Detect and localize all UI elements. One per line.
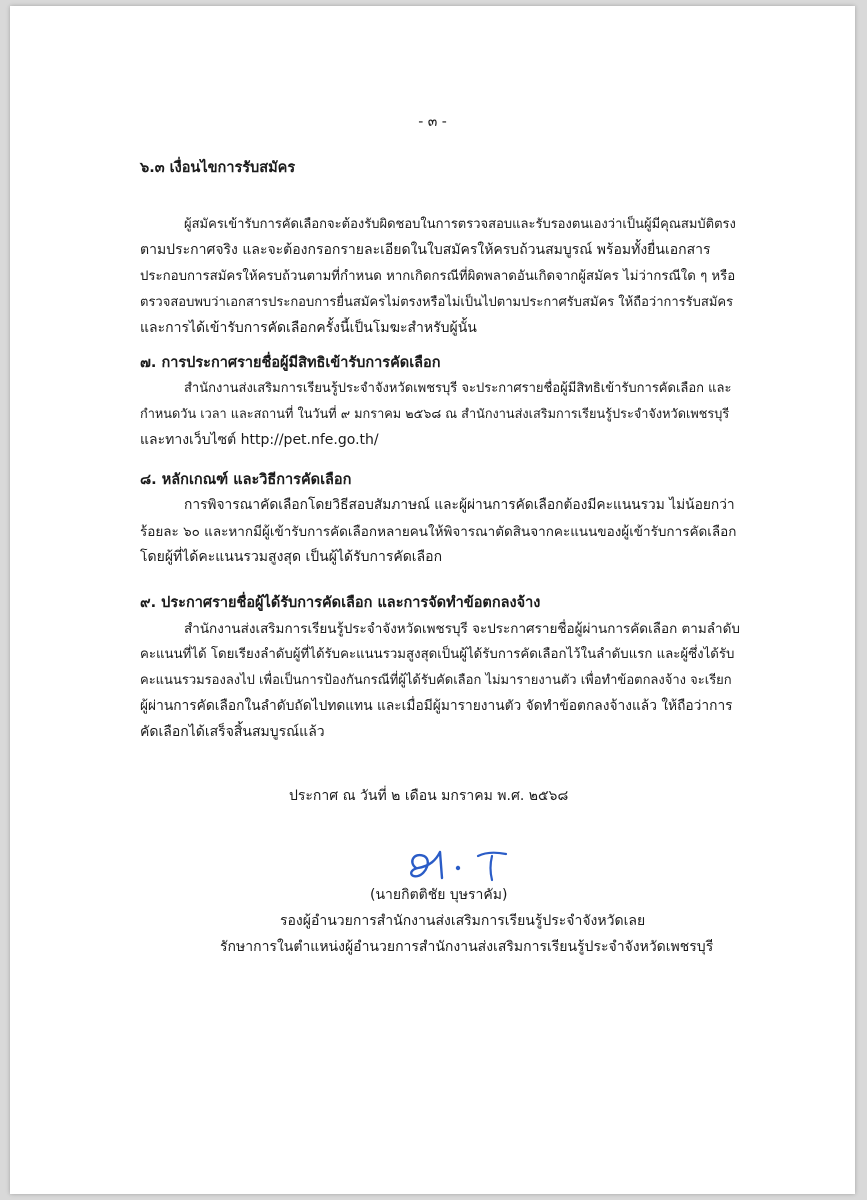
- paragraph-line: สำนักงานส่งเสริมการเรียนรู้ประจำจังหวัดเพชรบุรี จะประกาศรายชื่อผู้ผ่านการคัดเลือก ตามลำดับ: [184, 621, 740, 637]
- signer-name: (นายกิตติชัย บุษราคัม): [370, 887, 508, 903]
- paragraph-line: โดยผู้ที่ได้คะแนนรวมสูงสุด เป็นผู้ได้รับการคัดเลือก: [140, 549, 443, 565]
- paragraph-line: ผู้สมัครเข้ารับการคัดเลือกจะต้องรับผิดชอบในการตรวจสอบและรับรองตนเองว่าเป็นผู้มีคุณสมบัติตรง: [184, 217, 736, 232]
- paragraph-line: ร้อยละ ๖๐ และหากมีผู้เข้ารับการคัดเลือกหลายคนให้พิจารณาตัดสินจากคะแนนของผู้เข้ารับการคัดเลือก: [140, 524, 737, 540]
- paragraph-line: และการได้เข้ารับการคัดเลือกครั้งนี้เป็นโมฆะสำหรับผู้นั้น: [140, 320, 477, 336]
- paragraph-line: คัดเลือกได้เสร็จสิ้นสมบูรณ์แล้ว: [140, 724, 325, 740]
- page-number: - ๓ -: [418, 114, 447, 130]
- paragraph-line: ประกอบการสมัครให้ครบถ้วนตามที่กำหนด หากเกิดกรณีที่ผิดพลาดอันเกิดจากผู้สมัคร ไม่ว่ากรณีใด ๆ หรือ: [140, 269, 736, 284]
- paragraph-line: กำหนดวัน เวลา และสถานที่ ในวันที่ ๙ มกราคม ๒๕๖๘ ณ สำนักงานส่งเสริมการเรียนรู้ประจำจังหวัดเพชรบุรี: [140, 407, 730, 422]
- paragraph-line: ตามประกาศจริง และจะต้องกรอกรายละเอียดในใบสมัครให้ครบถ้วนสมบูรณ์ พร้อมทั้งยื่นเอกสาร: [140, 242, 711, 258]
- paragraph-line: คะแนนรวมรองลงไป เพื่อเป็นการป้องกันกรณีที่ผู้ได้รับคัดเลือก ไม่มารายงานตัว เพื่อทำข้อตกลงจ้าง จะเรียก: [140, 673, 732, 688]
- paragraph-line: ผู้ผ่านการคัดเลือกในลำดับถัดไปทดแทน และเมื่อมีผู้มารายงานตัว จัดทำข้อตกลงจ้างแล้ว ให้ถือว่าการ: [140, 698, 733, 714]
- section-heading-6-3: ๖.๓ เงื่อนไขการรับสมัคร: [140, 160, 296, 176]
- paragraph-line: การพิจารณาคัดเลือกโดยวิธีสอบสัมภาษณ์ และผู้ผ่านการคัดเลือกต้องมีคะแนนรวม ไม่น้อยกว่า: [184, 497, 735, 513]
- paragraph-line: คะแนนที่ได้ โดยเรียงลำดับผู้ที่ได้รับคะแนนรวมสูงสุดเป็นผู้ได้รับการคัดเลือกไว้ในลำดับแรก และผู้ซึ่งได้รับ: [140, 647, 735, 662]
- paragraph-line: และทางเว็บไซต์ http://pet.nfe.go.th/: [140, 432, 379, 448]
- signer-position-2: รักษาการในตำแหน่งผู้อำนวยการสำนักงานส่งเสริมการเรียนรู้ประจำจังหวัดเพชรบุรี: [220, 939, 714, 955]
- paragraph-line: สำนักงานส่งเสริมการเรียนรู้ประจำจังหวัดเพชรบุรี จะประกาศรายชื่อผู้มีสิทธิเข้ารับการคัดเลือก และ: [184, 381, 732, 396]
- section-heading-8: ๘. หลักเกณฑ์ และวิธีการคัดเลือก: [140, 472, 352, 488]
- signer-position-1: รองผู้อำนวยการสำนักงานส่งเสริมการเรียนรู้ประจำจังหวัดเลย: [280, 913, 646, 929]
- section-heading-9: ๙. ประกาศรายชื่อผู้ได้รับการคัดเลือก และการจัดทำข้อตกลงจ้าง: [140, 595, 541, 611]
- section-heading-7: ๗. การประกาศรายชื่อผู้มีสิทธิเข้ารับการคัดเลือก: [140, 355, 441, 371]
- announcement-date: ประกาศ ณ วันที่ ๒ เดือน มกราคม พ.ศ. ๒๕๖๘: [289, 788, 569, 804]
- paragraph-line: ตรวจสอบพบว่าเอกสารประกอบการยื่นสมัครไม่ตรงหรือไม่เป็นไปตามประกาศรับสมัคร ให้ถือว่าการรับสมัคร: [140, 295, 734, 310]
- document-page: [10, 6, 855, 1194]
